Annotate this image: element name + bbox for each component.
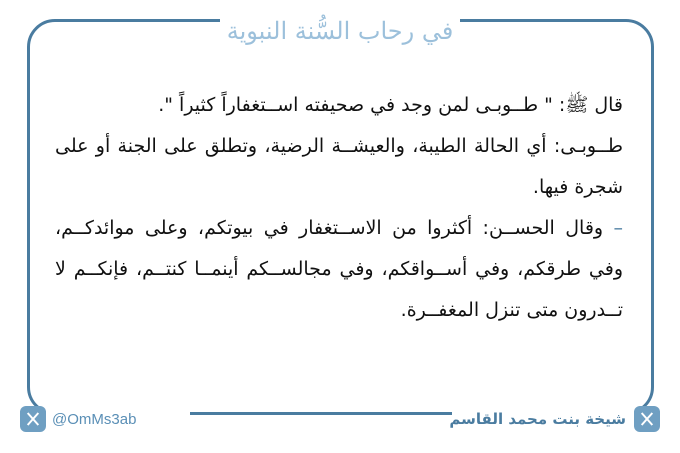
hadith-text: قال ﷺ: " طــوبـى لمن وجد في صحيفته اســتغفاراً كثيراً ". — [158, 94, 623, 116]
footer-left — [20, 404, 136, 434]
hasan-quote-text: وقال الحســن: أكثروا من الاســتغفار في بيوتكم، وعلى موائدكــم، وفي طرقكم، وفي أســواقكم، وفي مجالســكم أينمــا كنتــم، فإنكــم لا تــدرون متى تنزل المغفــرة. — [55, 217, 623, 321]
author-name: شيخة بنت محمد القاسم — [449, 410, 626, 428]
quote-body — [55, 85, 623, 331]
x-logo-icon[interactable] — [634, 406, 660, 432]
hasan-quote — [55, 208, 623, 331]
footer-right — [449, 404, 660, 434]
dash-marker: – — [613, 217, 623, 239]
explanation-text: طــوبـى: أي الحالة الطيبة، والعيشــة الرضية، وتطلق على الجنة أو على شجرة فيها. — [55, 135, 623, 198]
twitter-handle[interactable]: @OmMs3ab — [52, 410, 137, 428]
page-title: في رحاب السُّنة النبوية — [226, 17, 454, 45]
x-logo-icon[interactable] — [20, 406, 46, 432]
